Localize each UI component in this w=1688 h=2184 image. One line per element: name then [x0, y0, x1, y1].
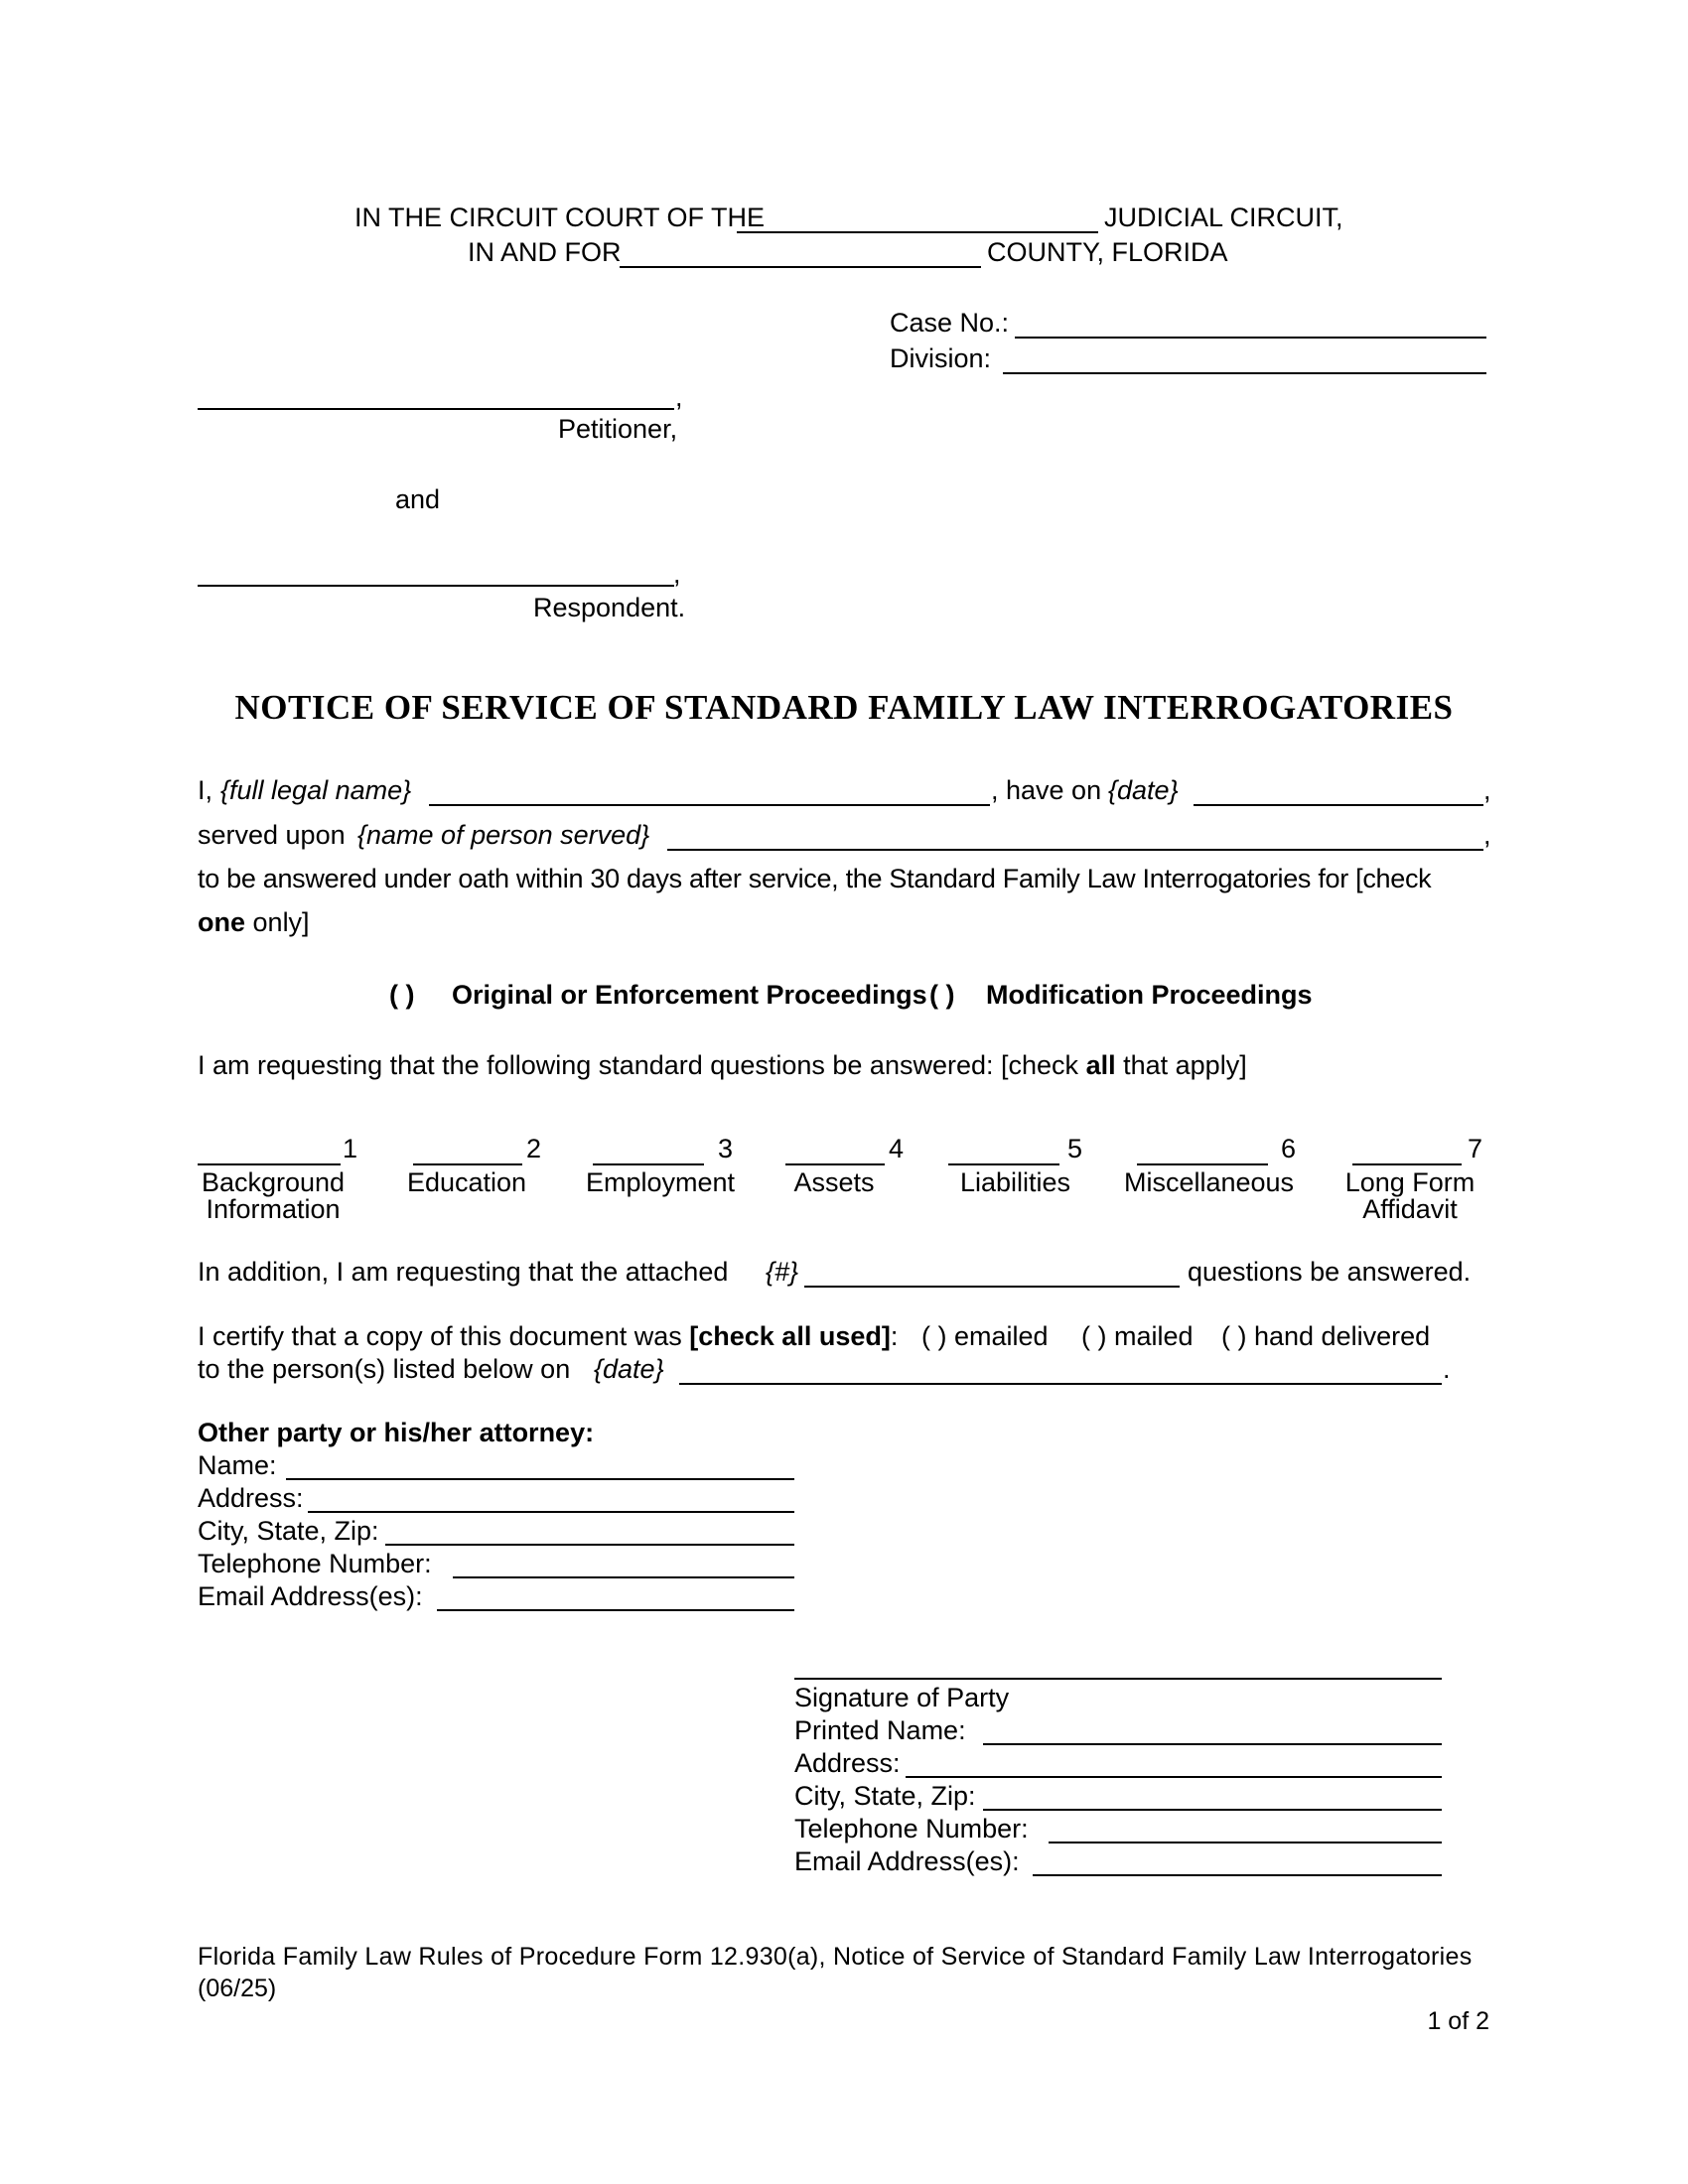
division-label: Division:: [890, 343, 992, 373]
certify-line2-prefix: to the person(s) listed below on: [198, 1354, 571, 1384]
petitioner-comma: ,: [675, 382, 683, 412]
other-party-address-field[interactable]: [308, 1511, 794, 1513]
certify-date-hint: {date}: [594, 1354, 664, 1384]
mailed-checkbox[interactable]: ( ) mailed: [1081, 1321, 1194, 1351]
served-upon-text: served upon: [198, 820, 346, 850]
category-5-label: [948, 1169, 1082, 1196]
category-1-label-line1: Background: [201, 1167, 346, 1197]
category-1-label-line2: Information: [206, 1194, 341, 1224]
court-header-prefix: IN THE CIRCUIT COURT OF THE: [354, 203, 766, 232]
category-1-number: 1: [343, 1134, 358, 1163]
signer-phone-label: Telephone Number:: [794, 1814, 1029, 1843]
and-label: and: [395, 484, 441, 514]
category-2-label-line1: Education: [406, 1167, 527, 1197]
document-title: NOTICE OF SERVICE OF STANDARD FAMILY LAW INTERROGATORIES: [234, 688, 1454, 727]
hand-delivered-checkbox[interactable]: ( ) hand delivered: [1221, 1321, 1431, 1351]
certify-period: .: [1443, 1354, 1451, 1384]
category-7-number: 7: [1468, 1134, 1483, 1163]
case-no-field[interactable]: [1015, 337, 1486, 339]
signer-email-field[interactable]: [1033, 1874, 1442, 1876]
court-header-suffix: JUDICIAL CIRCUIT,: [1104, 203, 1343, 232]
category-4-blank[interactable]: [785, 1163, 885, 1165]
division-field[interactable]: [1003, 372, 1486, 374]
category-3-label-line1: Employment: [585, 1167, 736, 1197]
request-line: [198, 1049, 1247, 1081]
category-1-label: [189, 1169, 357, 1223]
other-party-heading: Other party or his/her attorney:: [198, 1418, 595, 1447]
answer-instructions: to be answered under oath within 30 days after service, the Standard Family Law Interrogatories for [check: [198, 864, 1432, 893]
footer-form-date: (06/25): [198, 1975, 277, 2002]
petitioner-name-field[interactable]: [198, 408, 674, 410]
footer-form-reference: Florida Family Law Rules of Procedure Form 12.930(a), Notice of Service of Standard Family Law Interrogatories: [198, 1943, 1473, 1971]
signer-address-label: Address:: [794, 1748, 901, 1778]
respondent-label: Respondent.: [533, 593, 686, 622]
category-3-label: [576, 1169, 745, 1196]
petitioner-label: Petitioner,: [558, 414, 678, 444]
category-6-blank[interactable]: [1137, 1163, 1268, 1165]
category-2-label: [392, 1169, 541, 1196]
category-6-label: [1117, 1169, 1301, 1196]
signature-label: Signature of Party: [794, 1683, 1010, 1712]
additional-suffix: questions be answered.: [1188, 1257, 1472, 1287]
page-number: 1 of 2: [1427, 2007, 1489, 2035]
category-3-blank[interactable]: [593, 1163, 704, 1165]
category-6-number: 6: [1281, 1134, 1297, 1163]
original-proceedings-checkbox[interactable]: ( ): [389, 980, 415, 1010]
check-one-line: [198, 906, 310, 938]
request-suffix: that apply]: [1123, 1050, 1247, 1080]
category-4-number: 4: [889, 1134, 905, 1163]
case-no-label: Case No.:: [890, 308, 1010, 338]
signer-city-label: City, State, Zip:: [794, 1781, 976, 1811]
emailed-checkbox[interactable]: ( ) emailed: [921, 1321, 1049, 1351]
other-party-address-label: Address:: [198, 1483, 304, 1513]
service-date-field[interactable]: [1194, 804, 1483, 806]
category-7-label-line1: Long Form: [1344, 1167, 1476, 1197]
full-legal-name-field[interactable]: [429, 804, 990, 806]
additional-questions-count-field[interactable]: [804, 1286, 1180, 1288]
other-party-city-field[interactable]: [385, 1544, 794, 1546]
certify-date-field[interactable]: [679, 1383, 1442, 1385]
have-on-text: , have on: [991, 775, 1102, 805]
signer-city-field[interactable]: [983, 1809, 1442, 1811]
printed-name-label: Printed Name:: [794, 1715, 966, 1745]
request-prefix: I am requesting that the following standard questions be answered: [check: [198, 1050, 1079, 1080]
original-proceedings-label: Original or Enforcement Proceedings: [452, 980, 927, 1010]
county-suffix: COUNTY, FLORIDA: [987, 237, 1228, 267]
additional-prefix: In addition, I am requesting that the attached: [198, 1257, 729, 1287]
person-served-field[interactable]: [667, 849, 1483, 851]
printed-name-field[interactable]: [983, 1743, 1442, 1745]
category-5-label-line1: Liabilities: [959, 1167, 1071, 1197]
other-party-email-field[interactable]: [437, 1609, 794, 1611]
line1-comma: ,: [1483, 775, 1491, 805]
certify-prefix: I certify that a copy of this document was: [198, 1321, 682, 1351]
category-5-number: 5: [1067, 1134, 1083, 1163]
only-text: only]: [252, 907, 310, 937]
category-4-label: [784, 1169, 884, 1196]
category-3-number: 3: [718, 1134, 734, 1163]
category-7-label: [1336, 1169, 1484, 1223]
one-bold: one: [198, 907, 246, 937]
modification-proceedings-label: Modification Proceedings: [986, 980, 1313, 1010]
category-5-blank[interactable]: [948, 1163, 1059, 1165]
signer-phone-field[interactable]: [1049, 1842, 1442, 1843]
other-party-phone-field[interactable]: [453, 1576, 794, 1578]
date-hint: {date}: [1108, 775, 1179, 805]
certify-bold: [check all used]: [689, 1321, 891, 1351]
certify-colon: :: [890, 1321, 899, 1351]
full-legal-name-hint: {full legal name}: [220, 775, 412, 805]
other-party-email-label: Email Address(es):: [198, 1581, 423, 1611]
respondent-comma: ,: [673, 559, 681, 589]
category-7-blank[interactable]: [1352, 1163, 1462, 1165]
judicial-circuit-blank[interactable]: [737, 231, 1098, 233]
hash-hint: {#}: [766, 1257, 799, 1287]
county-blank[interactable]: [620, 266, 981, 268]
line2-comma: ,: [1483, 820, 1491, 850]
certify-line-1: [198, 1320, 898, 1352]
other-party-name-field[interactable]: [286, 1478, 794, 1480]
category-2-blank[interactable]: [413, 1163, 522, 1165]
signer-address-field[interactable]: [906, 1776, 1442, 1778]
category-4-label-line1: Assets: [793, 1167, 875, 1197]
modification-proceedings-checkbox[interactable]: ( ): [929, 980, 955, 1010]
other-party-phone-label: Telephone Number:: [198, 1549, 432, 1578]
other-party-city-label: City, State, Zip:: [198, 1516, 379, 1546]
other-party-name-label: Name:: [198, 1450, 277, 1480]
signature-line[interactable]: [794, 1678, 1442, 1680]
name-served-hint: {name of person served}: [357, 820, 650, 850]
i-label: I,: [198, 775, 213, 805]
county-prefix: IN AND FOR: [468, 237, 622, 267]
category-1-blank[interactable]: [198, 1163, 341, 1165]
all-bold: all: [1085, 1050, 1116, 1080]
respondent-name-field[interactable]: [198, 585, 674, 587]
signer-email-label: Email Address(es):: [794, 1846, 1020, 1876]
category-6-label-line1: Miscellaneous: [1123, 1167, 1295, 1197]
category-2-number: 2: [526, 1134, 542, 1163]
category-7-label-line2: Affidavit: [1362, 1194, 1458, 1224]
